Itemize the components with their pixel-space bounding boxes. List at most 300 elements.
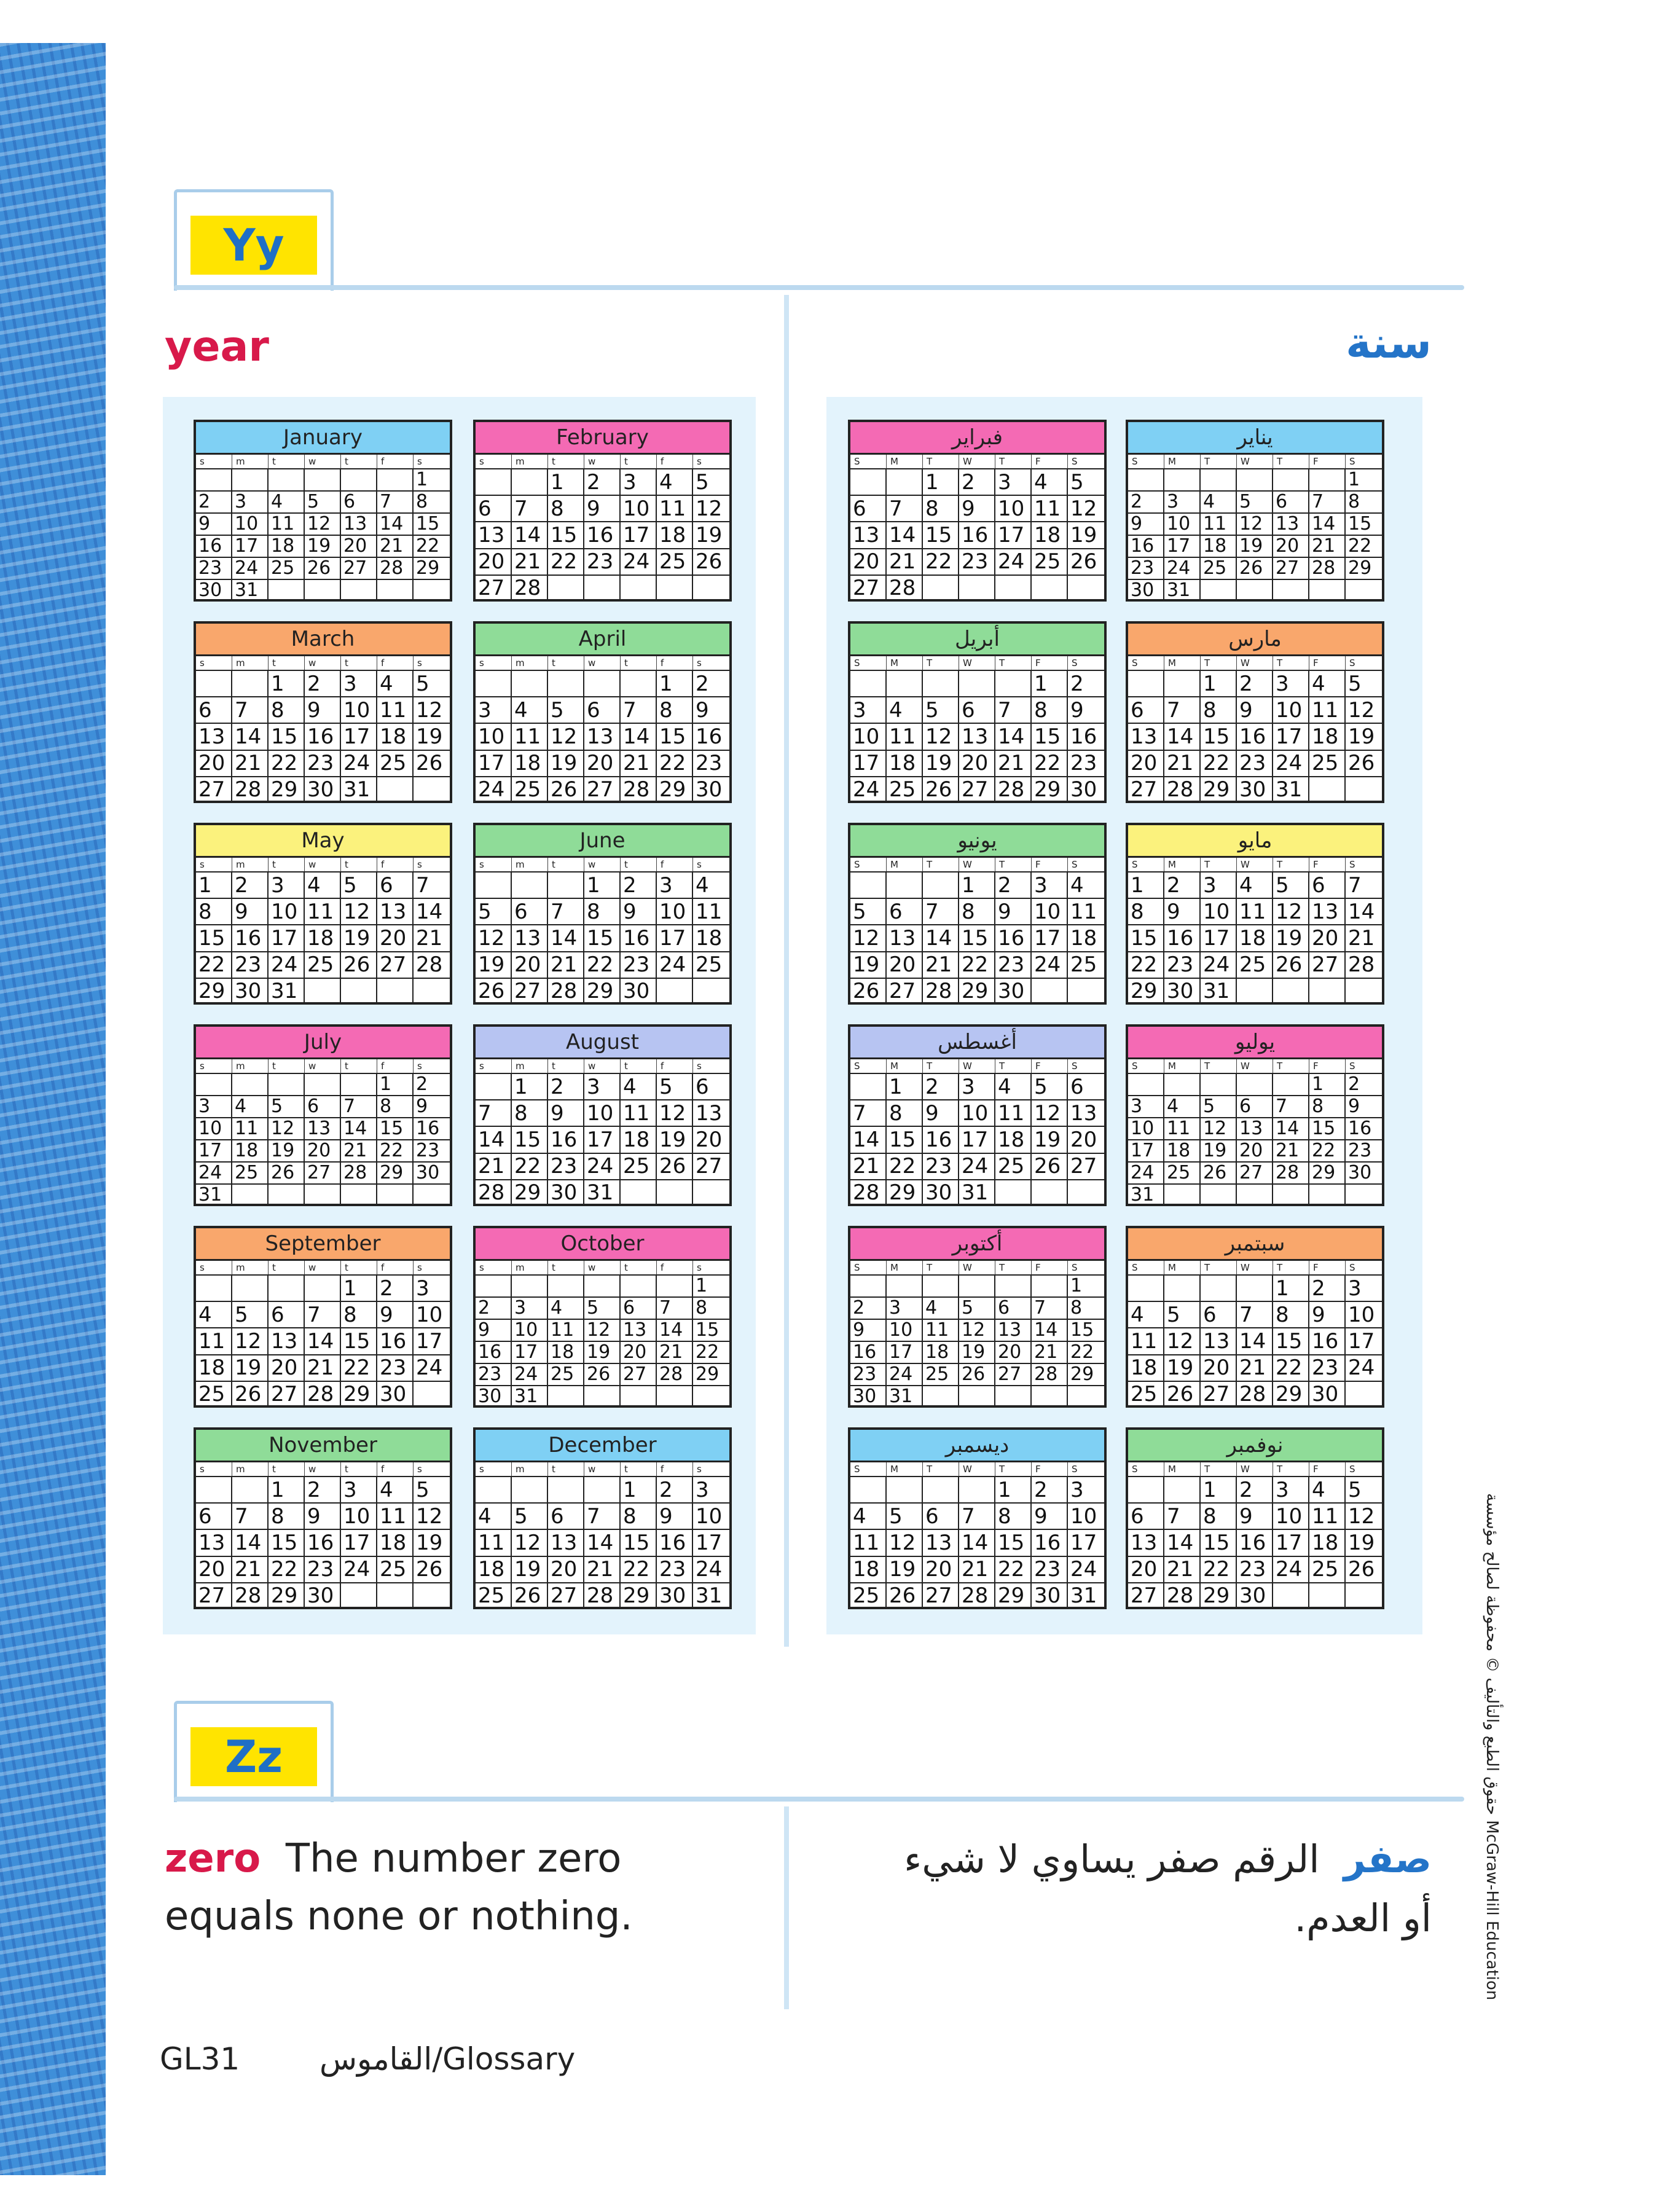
arabic-month-title: سبتمبر — [1128, 1228, 1382, 1261]
day-cell: 12 — [414, 697, 450, 724]
day-cell: 8 — [1309, 1096, 1346, 1118]
weekday-label: f — [377, 1261, 414, 1274]
day-cell: 2 — [1068, 671, 1104, 697]
day-cell: 10 — [269, 899, 305, 925]
weekday-label: t — [269, 1059, 305, 1073]
day-cell: 11 — [476, 1530, 512, 1556]
day-cell: 6 — [548, 1504, 584, 1530]
day-cell: 15 — [1309, 1118, 1346, 1140]
day-cell — [1164, 1477, 1201, 1504]
day-cell: 18 — [1164, 1140, 1201, 1163]
day-cell: 10 — [476, 724, 512, 750]
english-calendar-8 — [473, 1024, 732, 1206]
day-cell: 30 — [1237, 777, 1273, 803]
day-cell: 3 — [621, 469, 657, 496]
day-cell: 4 — [995, 1074, 1032, 1100]
weekday-label: t — [269, 1462, 305, 1476]
day-cell: 12 — [414, 1504, 450, 1530]
day-cell — [959, 1477, 995, 1504]
weekday-label: s — [476, 656, 512, 670]
day-cell — [512, 671, 548, 697]
day-cell: 26 — [1068, 549, 1104, 576]
day-cell: 4 — [377, 671, 414, 697]
day-cell: 4 — [1128, 1302, 1164, 1328]
day-cell: 13 — [995, 1320, 1032, 1342]
weekday-label: F — [1032, 1462, 1068, 1476]
day-cell: 25 — [1309, 751, 1346, 777]
weekday-label: S — [850, 1261, 887, 1274]
day-cell: 12 — [1164, 1328, 1201, 1355]
day-cell — [196, 1074, 232, 1096]
day-cell: 15 — [1346, 514, 1382, 536]
day-cell: 16 — [1128, 536, 1164, 558]
day-cell: 15 — [1273, 1328, 1309, 1355]
day-cell: 30 — [657, 1583, 693, 1609]
weekday-label: T — [995, 1059, 1032, 1073]
day-cell: 3 — [1164, 492, 1201, 514]
day-cell: 16 — [1032, 1530, 1068, 1556]
day-cell: 10 — [693, 1504, 729, 1530]
day-cell: 21 — [305, 1355, 341, 1382]
weekday-label: M — [887, 1261, 923, 1274]
english-month-title: January — [196, 422, 450, 455]
day-cell — [584, 576, 621, 602]
weekday-label: S — [1072, 859, 1078, 870]
day-cell — [414, 1185, 450, 1206]
day-cell — [232, 1276, 269, 1302]
weekday-label: S — [1349, 1061, 1355, 1072]
day-cell: 25 — [548, 1364, 584, 1386]
day-cell: 28 — [512, 576, 548, 602]
weekday-header — [476, 1462, 729, 1477]
weekday-label: W — [1237, 1261, 1273, 1274]
day-cell: 1 — [959, 873, 995, 899]
day-cell: 19 — [959, 1342, 995, 1364]
arabic-calendar-12 — [848, 1427, 1107, 1609]
day-cell: 30 — [414, 1163, 450, 1185]
definition-zero — [165, 1830, 779, 1945]
day-cell: 19 — [1237, 536, 1273, 558]
day-cell: 28 — [232, 1583, 269, 1609]
day-cell: 6 — [512, 899, 548, 925]
day-grid — [196, 873, 450, 1005]
day-cell: 22 — [923, 549, 959, 576]
day-cell: 8 — [548, 496, 584, 522]
day-cell: 15 — [657, 724, 693, 750]
weekday-label: T — [1273, 656, 1309, 670]
day-cell: 27 — [1128, 1583, 1164, 1609]
english-month-title: April — [476, 624, 729, 656]
weekday-header — [850, 656, 1104, 671]
day-cell: 29 — [959, 979, 995, 1005]
day-cell — [1273, 1074, 1309, 1096]
day-cell: 16 — [414, 1118, 450, 1140]
weekday-label: t — [621, 858, 657, 871]
day-cell: 18 — [1237, 925, 1273, 952]
day-cell: 17 — [1201, 925, 1237, 952]
day-cell: 27 — [1237, 1163, 1273, 1185]
day-cell — [476, 1074, 512, 1100]
weekday-label: t — [548, 858, 584, 871]
day-cell: 4 — [476, 1504, 512, 1530]
day-cell: 2 — [621, 873, 657, 899]
day-cell: 21 — [548, 952, 584, 979]
day-cell: 26 — [1201, 1163, 1237, 1185]
day-cell: 28 — [1164, 1583, 1201, 1609]
day-cell: 2 — [196, 492, 232, 514]
day-cell: 13 — [1273, 514, 1309, 536]
day-cell: 18 — [512, 751, 548, 777]
day-cell — [512, 1276, 548, 1298]
weekday-label: t — [269, 1261, 305, 1274]
day-cell — [959, 576, 995, 602]
day-cell: 25 — [887, 777, 923, 803]
day-cell: 17 — [959, 1127, 995, 1153]
day-cell — [548, 873, 584, 899]
day-cell: 5 — [657, 1074, 693, 1100]
day-cell: 20 — [959, 751, 995, 777]
weekday-label: w — [584, 858, 621, 871]
weekday-header — [196, 1462, 450, 1477]
day-cell: 8 — [959, 899, 995, 925]
weekday-label: t — [548, 1059, 584, 1073]
day-cell: 21 — [1273, 1140, 1309, 1163]
day-cell: 20 — [341, 536, 377, 558]
day-cell: 15 — [693, 1320, 729, 1342]
day-cell: 15 — [269, 724, 305, 750]
day-cell: 24 — [269, 952, 305, 979]
day-cell: 9 — [377, 1302, 414, 1328]
day-cell: 22 — [1201, 751, 1237, 777]
day-cell: 8 — [269, 697, 305, 724]
day-cell: 2 — [414, 1074, 450, 1096]
day-cell: 12 — [887, 1530, 923, 1556]
arabic-calendar-5 — [1126, 823, 1384, 1005]
day-cell — [1273, 469, 1309, 492]
day-cell: 17 — [693, 1530, 729, 1556]
day-cell: 18 — [693, 925, 729, 952]
day-cell — [1164, 1185, 1201, 1206]
day-cell: 9 — [476, 1320, 512, 1342]
day-cell: 18 — [621, 1127, 657, 1153]
weekday-label: t — [341, 1059, 377, 1073]
day-cell: 17 — [657, 925, 693, 952]
day-cell: 12 — [1068, 496, 1104, 522]
day-cell: 28 — [1237, 1382, 1273, 1408]
day-cell: 28 — [305, 1382, 341, 1408]
day-cell: 24 — [850, 777, 887, 803]
day-cell: 6 — [341, 492, 377, 514]
day-cell: 10 — [1273, 697, 1309, 724]
day-cell: 27 — [341, 558, 377, 580]
day-cell — [657, 1386, 693, 1408]
day-cell: 28 — [923, 979, 959, 1005]
day-cell: 24 — [584, 1154, 621, 1180]
day-cell: 13 — [512, 925, 548, 952]
day-cell: 11 — [512, 724, 548, 750]
day-cell: 12 — [341, 899, 377, 925]
day-cell — [305, 1074, 341, 1096]
day-grid — [1128, 671, 1382, 803]
day-cell: 15 — [887, 1127, 923, 1153]
day-cell: 26 — [414, 1557, 450, 1583]
weekday-label: f — [377, 1059, 414, 1073]
day-cell — [1201, 1185, 1237, 1206]
day-cell: 24 — [341, 751, 377, 777]
day-cell: 5 — [269, 1096, 305, 1118]
day-cell: 8 — [269, 1504, 305, 1530]
day-cell: 11 — [1128, 1328, 1164, 1355]
day-cell: 8 — [377, 1096, 414, 1118]
arabic-month-title: يناير — [1128, 422, 1382, 455]
day-cell: 25 — [850, 1583, 887, 1609]
day-cell — [305, 1276, 341, 1302]
day-cell: 4 — [232, 1096, 269, 1118]
day-cell: 16 — [584, 522, 621, 549]
day-cell: 28 — [548, 979, 584, 1005]
day-cell: 28 — [995, 777, 1032, 803]
day-cell — [995, 671, 1032, 697]
day-cell: 17 — [232, 536, 269, 558]
day-cell — [414, 777, 450, 803]
day-cell: 15 — [548, 522, 584, 549]
day-cell: 25 — [1068, 952, 1104, 979]
day-cell: 1 — [1273, 1276, 1309, 1302]
english-month-title: May — [196, 825, 450, 858]
day-cell: 27 — [1309, 952, 1346, 979]
day-cell: 24 — [1201, 952, 1237, 979]
day-cell — [414, 979, 450, 1005]
day-cell — [657, 576, 693, 602]
day-cell: 23 — [196, 558, 232, 580]
day-cell: 11 — [232, 1118, 269, 1140]
day-cell: 26 — [1273, 952, 1309, 979]
day-cell: 18 — [1201, 536, 1237, 558]
day-cell: 4 — [512, 697, 548, 724]
day-cell: 7 — [232, 1504, 269, 1530]
day-cell — [1068, 979, 1104, 1005]
day-cell — [476, 671, 512, 697]
day-cell — [1032, 576, 1068, 602]
day-cell: 30 — [476, 1386, 512, 1408]
day-cell: 23 — [657, 1557, 693, 1583]
day-cell — [621, 671, 657, 697]
day-cell: 20 — [1273, 536, 1309, 558]
day-cell: 29 — [269, 777, 305, 803]
day-cell: 5 — [512, 1504, 548, 1530]
day-cell: 17 — [269, 925, 305, 952]
day-cell: 5 — [584, 1298, 621, 1320]
day-cell: 27 — [995, 1364, 1032, 1386]
day-cell: 23 — [1237, 1557, 1273, 1583]
day-cell: 10 — [1201, 899, 1237, 925]
weekday-header — [476, 858, 729, 873]
day-cell: 4 — [621, 1074, 657, 1100]
copyright-notice: حقوق الطبع والتأليف © محفوظة لصالح مؤسسة McGraw-Hill Education — [1483, 1493, 1501, 2001]
day-cell — [476, 1276, 512, 1298]
day-cell: 10 — [1164, 514, 1201, 536]
day-cell: 11 — [196, 1328, 232, 1355]
day-cell: 28 — [341, 1163, 377, 1185]
weekday-label: S — [1128, 1059, 1164, 1073]
day-cell: 21 — [657, 1342, 693, 1364]
arabic-month-title: نوفمبر — [1128, 1430, 1382, 1462]
day-cell: 10 — [1273, 1504, 1309, 1530]
day-cell — [305, 979, 341, 1005]
day-cell: 25 — [232, 1163, 269, 1185]
day-cell — [377, 979, 414, 1005]
day-cell — [923, 873, 959, 899]
day-cell: 15 — [959, 925, 995, 952]
day-cell: 25 — [269, 558, 305, 580]
english-calendar-11 — [194, 1427, 452, 1609]
day-cell: 3 — [850, 697, 887, 724]
day-cell — [959, 1276, 995, 1298]
weekday-label: s — [697, 859, 702, 870]
day-cell: 14 — [1237, 1328, 1273, 1355]
day-cell: 13 — [1309, 899, 1346, 925]
day-cell: 22 — [1346, 536, 1382, 558]
day-cell: 27 — [377, 952, 414, 979]
weekday-label: t — [269, 455, 305, 468]
weekday-label: t — [341, 455, 377, 468]
day-cell: 28 — [1164, 777, 1201, 803]
day-cell: 29 — [1309, 1163, 1346, 1185]
day-cell: 27 — [923, 1583, 959, 1609]
day-cell: 16 — [232, 925, 269, 952]
day-cell: 14 — [232, 1530, 269, 1556]
day-cell: 2 — [657, 1477, 693, 1504]
day-grid — [1128, 873, 1382, 1005]
day-cell — [377, 1583, 414, 1609]
arabic-calendar-1 — [1126, 420, 1384, 602]
day-cell: 7 — [995, 697, 1032, 724]
english-calendar-5 — [194, 823, 452, 1005]
day-cell: 14 — [1164, 724, 1201, 750]
day-cell: 14 — [512, 522, 548, 549]
weekday-label: S — [1349, 1262, 1355, 1273]
day-cell: 15 — [377, 1118, 414, 1140]
day-cell — [1346, 1382, 1382, 1408]
weekday-label: T — [923, 1059, 959, 1073]
day-cell: 11 — [887, 724, 923, 750]
day-cell: 20 — [196, 751, 232, 777]
day-cell: 19 — [1201, 1140, 1237, 1163]
day-cell — [548, 1386, 584, 1408]
weekday-label: S — [850, 1462, 887, 1476]
day-cell: 22 — [584, 952, 621, 979]
day-cell: 2 — [476, 1298, 512, 1320]
day-cell: 26 — [887, 1583, 923, 1609]
day-cell — [1346, 777, 1382, 803]
day-cell: 19 — [1164, 1355, 1201, 1382]
weekday-label: W — [959, 1059, 995, 1073]
weekday-label: m — [232, 455, 269, 468]
day-cell: 23 — [1346, 1140, 1382, 1163]
day-cell — [1128, 1477, 1164, 1504]
day-cell: 1 — [584, 873, 621, 899]
day-cell — [341, 580, 377, 602]
weekday-label: F — [1309, 858, 1346, 871]
day-cell: 20 — [887, 952, 923, 979]
day-cell: 22 — [512, 1154, 548, 1180]
day-cell — [1309, 777, 1346, 803]
weekday-label: T — [1273, 1462, 1309, 1476]
day-grid — [196, 1477, 450, 1609]
day-cell: 31 — [196, 1185, 232, 1206]
day-cell: 25 — [1128, 1382, 1164, 1408]
day-cell: 28 — [850, 1180, 887, 1206]
day-cell: 26 — [548, 777, 584, 803]
day-cell: 3 — [196, 1096, 232, 1118]
day-grid — [196, 469, 450, 602]
day-cell: 20 — [1309, 925, 1346, 952]
day-cell: 14 — [1309, 514, 1346, 536]
weekday-header — [196, 656, 450, 671]
day-cell: 21 — [232, 751, 269, 777]
day-cell — [548, 576, 584, 602]
day-cell: 2 — [377, 1276, 414, 1302]
day-cell: 13 — [693, 1100, 729, 1127]
day-cell: 9 — [232, 899, 269, 925]
day-cell: 24 — [959, 1154, 995, 1180]
day-cell: 31 — [959, 1180, 995, 1206]
definition-zero-arabic — [817, 1830, 1432, 1948]
day-cell — [414, 1583, 450, 1609]
day-cell: 21 — [512, 549, 548, 576]
day-cell: 1 — [548, 469, 584, 496]
weekday-label: F — [1032, 656, 1068, 670]
day-cell: 3 — [1273, 671, 1309, 697]
day-cell: 25 — [377, 751, 414, 777]
weekday-label: s — [196, 455, 232, 468]
day-cell — [269, 580, 305, 602]
day-cell — [850, 469, 887, 496]
day-cell: 4 — [887, 697, 923, 724]
day-cell: 12 — [1237, 514, 1273, 536]
day-cell: 5 — [1346, 671, 1382, 697]
day-cell: 6 — [621, 1298, 657, 1320]
day-cell: 17 — [1032, 925, 1068, 952]
day-cell: 13 — [1201, 1328, 1237, 1355]
day-grid — [850, 1074, 1104, 1206]
day-cell: 28 — [1346, 952, 1382, 979]
day-cell: 5 — [1032, 1074, 1068, 1100]
day-cell: 14 — [959, 1530, 995, 1556]
day-cell: 28 — [476, 1180, 512, 1206]
day-cell: 19 — [1346, 724, 1382, 750]
weekday-label: F — [1309, 455, 1346, 468]
weekday-header — [476, 656, 729, 671]
day-cell: 15 — [1201, 724, 1237, 750]
day-cell: 22 — [887, 1154, 923, 1180]
day-cell: 5 — [693, 469, 729, 496]
day-cell: 29 — [1273, 1382, 1309, 1408]
weekday-label: w — [584, 1059, 621, 1073]
day-cell: 23 — [959, 549, 995, 576]
day-cell: 15 — [341, 1328, 377, 1355]
day-cell: 17 — [196, 1140, 232, 1163]
day-cell: 24 — [1273, 751, 1309, 777]
day-cell — [232, 1074, 269, 1096]
day-cell: 28 — [621, 777, 657, 803]
word-year-arabic: سنة — [1346, 318, 1432, 368]
day-cell: 5 — [305, 492, 341, 514]
day-cell: 10 — [995, 496, 1032, 522]
day-cell: 9 — [1128, 514, 1164, 536]
day-cell: 1 — [621, 1477, 657, 1504]
weekday-header — [196, 455, 450, 469]
